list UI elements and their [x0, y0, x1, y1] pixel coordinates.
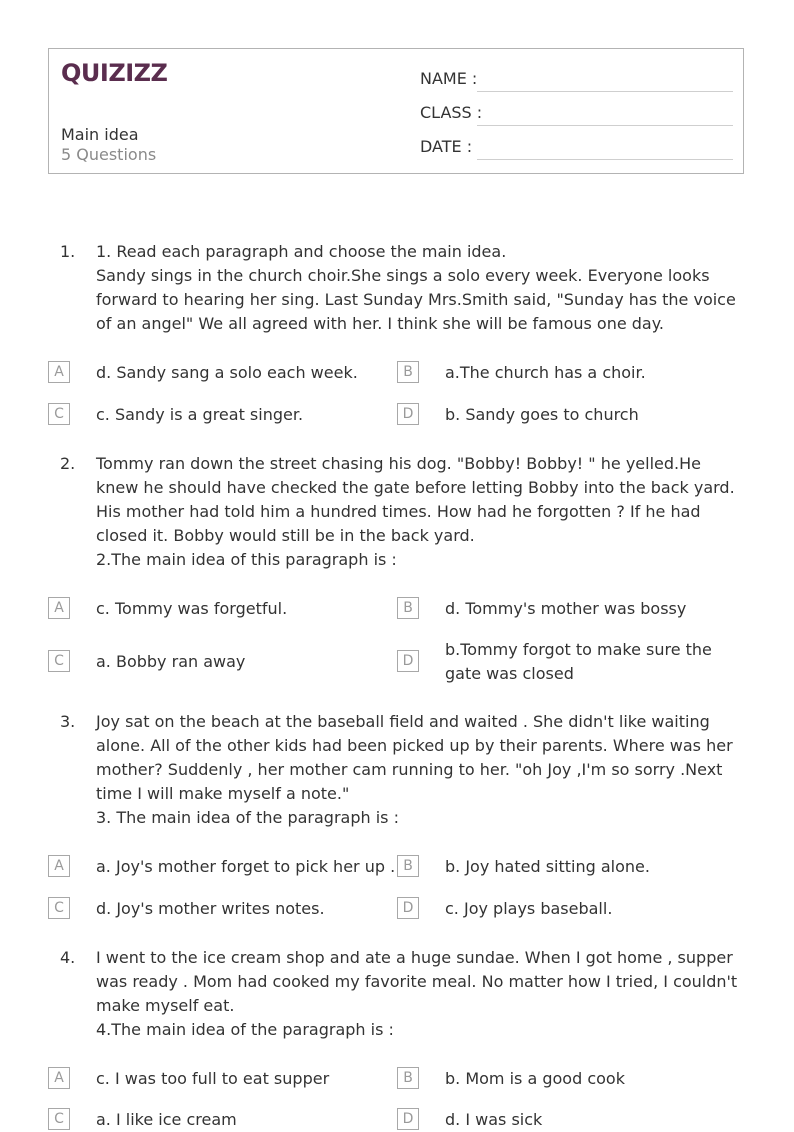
question-number: 4. — [60, 948, 76, 967]
option-letter-box: D — [397, 897, 419, 919]
option-letter-box: C — [48, 403, 70, 425]
option-letter-box: C — [48, 897, 70, 919]
name-label: NAME : — [420, 69, 478, 88]
option-text: c. I was too full to eat supper — [96, 1069, 330, 1088]
option-text: d. Sandy sang a solo each week. — [96, 363, 358, 382]
option-text: d. Tommy's mother was bossy — [445, 599, 687, 618]
option-letter-box: A — [48, 855, 70, 877]
option-letter-box: C — [48, 1108, 70, 1130]
option-text: c. Joy plays baseball. — [445, 899, 613, 918]
quizizz-logo: QUIZIZZ — [61, 59, 168, 87]
option-letter-box: D — [397, 1108, 419, 1130]
option-text: c. Tommy was forgetful. — [96, 599, 288, 618]
option-text: b. Sandy goes to church — [445, 405, 639, 424]
question-text: I went to the ice cream shop and ate a huge sundae. When I got home , supper was ready . Mom had cooked my favorite meal. No matter how I tried, I couldn't make myself eat. 4.The main idea of the paragraph is : — [96, 948, 738, 1039]
option-text: b. Joy hated sitting alone. — [445, 857, 650, 876]
question-number: 1. — [60, 242, 76, 261]
option-text: b. Mom is a good cook — [445, 1069, 625, 1088]
question-text: Joy sat on the beach at the baseball field and waited . She didn't like waiting alone. All of the other kids had been picked up by their parents. Where was her mother? Suddenly , her mother cam running to her. "oh Joy ,I'm so sorry .Next time I will make myself a note." 3. The main idea of the paragraph is : — [96, 712, 733, 827]
option-letter-box: B — [397, 361, 419, 383]
option-letter-box: C — [48, 650, 70, 672]
worksheet-title: Main idea — [61, 125, 139, 144]
option-letter-box: B — [397, 1067, 419, 1089]
question-number: 3. — [60, 712, 76, 731]
option-letter-box: D — [397, 403, 419, 425]
option-text: d. I was sick — [445, 1110, 543, 1129]
question-text: 1. Read each paragraph and choose the main idea. Sandy sings in the church choir.She sings a solo every week. Everyone looks forward to hearing her sing. Last Sunday Mrs.Smith said, "Sunday has the voice of an angel" We all agreed with her. I think she will be famous one day. — [96, 242, 736, 333]
class-label: CLASS : — [420, 103, 483, 122]
option-letter-box: A — [48, 597, 70, 619]
worksheet-header — [48, 48, 744, 174]
option-text: c. Sandy is a great singer. — [96, 405, 304, 424]
option-text: d. Joy's mother writes notes. — [96, 899, 325, 918]
option-text: a. I like ice cream — [96, 1110, 237, 1129]
option-text: a. Bobby ran away — [96, 652, 246, 671]
option-letter-box: D — [397, 650, 419, 672]
option-letter-box: B — [397, 597, 419, 619]
option-text: a.The church has a choir. — [445, 363, 646, 382]
question-text: Tommy ran down the street chasing his dog. "Bobby! Bobby! " he yelled.He knew he should have checked the gate before letting Bobby into the back yard. His mother had told him a hundred times. How had he forgotten ? If he had closed it. Bobby would still be in the back yard. 2.The main idea of this paragraph is : — [96, 454, 735, 569]
option-letter-box: B — [397, 855, 419, 877]
option-text: a. Joy's mother forget to pick her up . — [96, 857, 396, 876]
date-line — [477, 159, 733, 160]
class-line — [477, 125, 733, 126]
option-letter-box: A — [48, 1067, 70, 1089]
name-line — [477, 91, 733, 92]
date-label: DATE : — [420, 137, 473, 156]
option-text: b.Tommy forgot to make sure the gate was closed — [445, 640, 712, 683]
question-count: 5 Questions — [61, 145, 157, 164]
option-letter-box: A — [48, 361, 70, 383]
question-number: 2. — [60, 454, 76, 473]
